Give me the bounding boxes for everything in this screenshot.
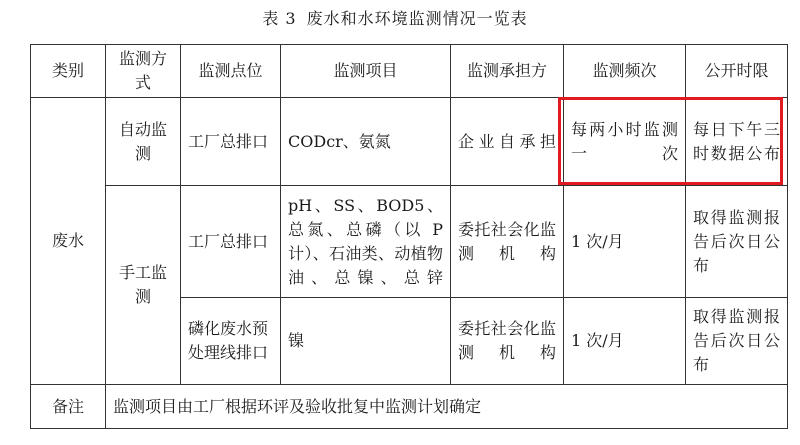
- frequency-cell: 1 次/月: [564, 298, 686, 385]
- disclosure-cell: 每日下午三时数据公布: [686, 98, 788, 186]
- point-cell: 磷化废水预处理线排口: [181, 298, 281, 385]
- remark-row: [31, 385, 788, 429]
- table-row: [31, 98, 788, 186]
- remark-text: 监测项目由工厂根据环评及验收批复中监测计划确定: [106, 385, 788, 429]
- table-title: 废水和水环境监测情况一览表: [306, 9, 528, 28]
- disclosure-cell: 取得监测报告后次日公布: [686, 298, 788, 385]
- header-row: [31, 45, 788, 98]
- frequency-cell: 1 次/月: [564, 186, 686, 298]
- header-agent: 监测承担方: [451, 45, 564, 98]
- header-disclosure: 公开时限: [686, 45, 788, 98]
- header-point: 监测点位: [181, 45, 281, 98]
- agent-cell: 企业自承担: [451, 98, 564, 186]
- point-cell: 工厂总排口: [181, 186, 281, 298]
- table-caption: [0, 6, 800, 29]
- agent-cell: 委托社会化监测机构: [451, 186, 564, 298]
- disclosure-cell: 取得监测报告后次日公布: [686, 186, 788, 298]
- header-category: 类别: [31, 45, 106, 98]
- table-number: 表 3: [262, 9, 297, 28]
- agent-cell: 委托社会化监测机构: [451, 298, 564, 385]
- category-cell: 废水: [31, 98, 106, 385]
- items-cell: pH、SS、BOD5、总氮、总磷（以 P 计）、石油类、动植物油、总镍、总锌: [281, 186, 451, 298]
- point-cell: 工厂总排口: [181, 98, 281, 186]
- table-row: [31, 186, 788, 298]
- items-cell: CODcr、氨氮: [281, 98, 451, 186]
- frequency-cell: 每两小时监测一次: [564, 98, 686, 186]
- method-cell: 手工监测: [106, 186, 181, 385]
- header-method: 监测方式: [106, 45, 181, 98]
- header-frequency: 监测频次: [564, 45, 686, 98]
- header-items: 监测项目: [281, 45, 451, 98]
- monitoring-table: [30, 44, 788, 429]
- remark-label: 备注: [31, 385, 106, 429]
- items-cell: 镍: [281, 298, 451, 385]
- method-cell: 自动监测: [106, 98, 181, 186]
